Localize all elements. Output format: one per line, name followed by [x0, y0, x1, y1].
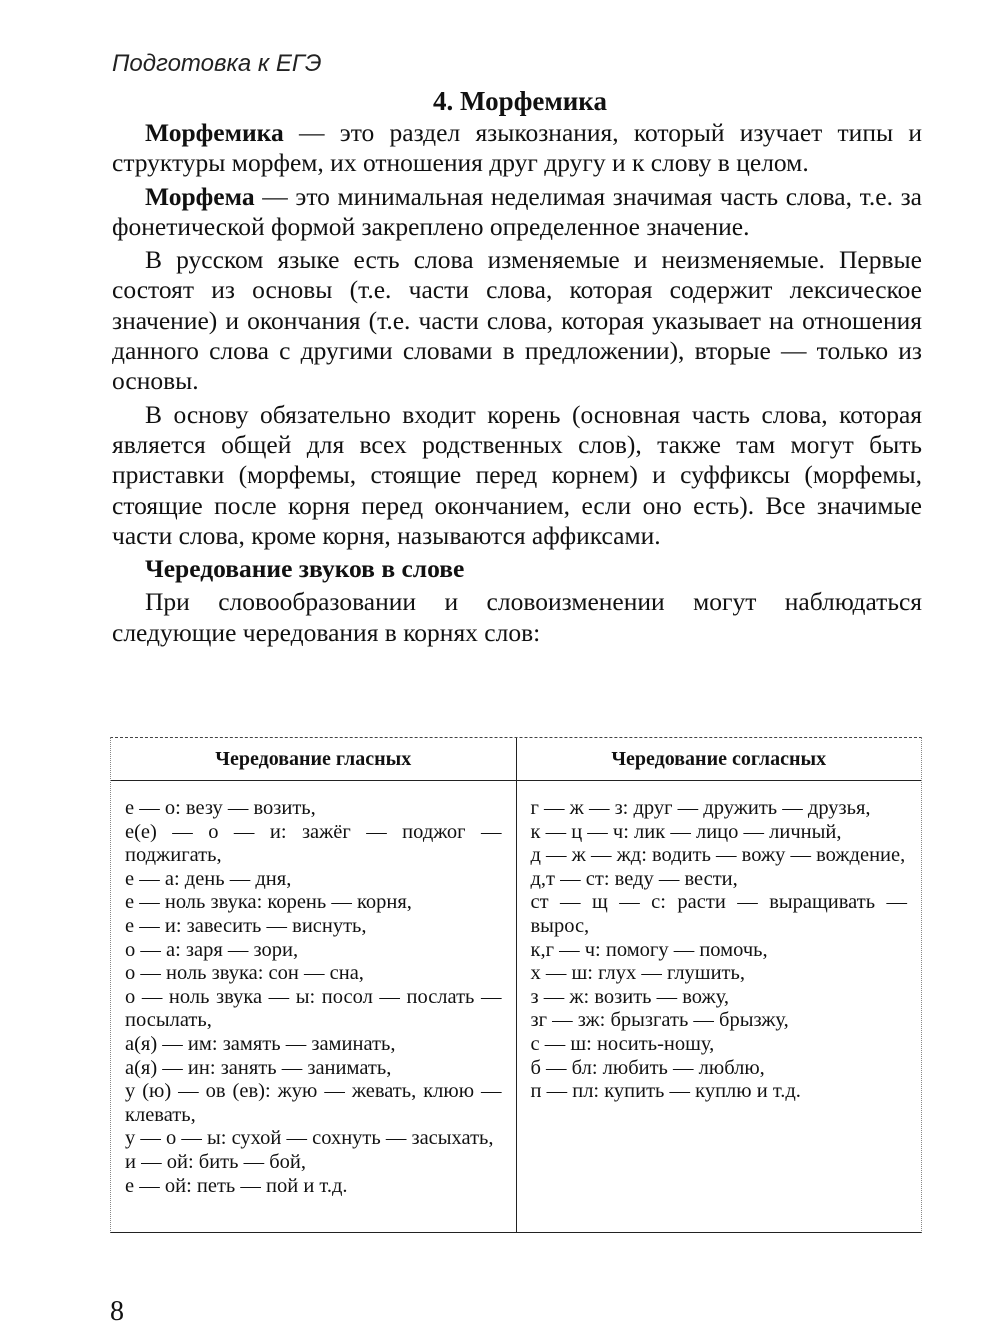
consonant-alternation: к,г — ч: помогу — помочь,	[530, 938, 768, 961]
header-vowels: Чередование гласных	[111, 738, 516, 781]
alternations-table	[110, 737, 922, 1233]
vowel-alternation: у — о — ы: сухой — сохнуть — засыхать,	[125, 1127, 494, 1150]
vowel-alternation: о — а: заря — зори,	[125, 938, 299, 961]
vowel-alternation: е — о: везу — возить,	[125, 797, 316, 819]
vowel-alternation: у (ю) — ов (ев): жую — жевать, клюю — клевать,	[125, 1080, 502, 1126]
paragraph-morpheme	[112, 182, 922, 243]
consonant-alternation: д — ж — жд: водить — вожу — вождение,	[530, 844, 906, 867]
vowel-alternation: и — ой: бить — бой,	[125, 1150, 306, 1173]
paragraph-text: — это минимальная неделимая значимая часть слова, т.е. за фонетической формой закреплено определенное значение.	[112, 181, 922, 241]
body-text	[112, 118, 922, 648]
vowel-alternation: е — ой: петь — пой и т.д.	[125, 1174, 348, 1197]
consonant-alternation: д,т — ст: веду — вести,	[530, 867, 738, 890]
term-morpheme: Морфема	[145, 181, 255, 211]
vowel-alternation: о — ноль звука: сон — сна,	[125, 962, 364, 985]
section-intro: При словообразовании и словоизменении могут наблюдаться следующие чередования в корнях слов:	[112, 587, 922, 647]
term-morphemics: Морфемика	[145, 118, 284, 147]
vowel-alternation: е — а: день — дня,	[125, 867, 292, 890]
consonant-alternation: х — ш: глух — глушить,	[530, 962, 745, 985]
vowel-alternation: е — ноль звука: корень — корня,	[125, 891, 412, 914]
header-consonants: Чередование согласных	[516, 738, 921, 781]
vowel-alternation: а(я) — ин: занять — занимать,	[125, 1056, 392, 1079]
paragraph-text: — это раздел языкознания, который изучает типы и структуры морфем, их отношения друг другу и к слову в целом.	[112, 118, 922, 178]
section-heading: Чередование звуков в слове	[145, 554, 465, 584]
paragraph-morphemics	[112, 118, 922, 179]
consonants-column	[516, 781, 921, 1233]
chapter-title: 4. Морфемика	[433, 86, 607, 116]
consonant-alternation: к — ц — ч: лик — лицо — личный,	[530, 820, 842, 843]
consonant-alternation: г — ж — з: друг — дружить — друзья,	[530, 797, 871, 819]
consonant-alternation: з — ж: возить — вожу,	[530, 985, 730, 1008]
vowel-alternation: е(е) — о — и: зажёг — поджог — поджигать,	[125, 820, 502, 867]
vowels-column	[111, 781, 516, 1233]
consonant-alternation: б — бл: любить — люблю,	[530, 1056, 765, 1079]
consonant-alternation: ст — щ — с: расти — выращивать — вырос,	[530, 891, 907, 937]
consonant-alternation: с — ш: носить-ношу,	[530, 1032, 715, 1055]
vowel-alternation: а(я) — им: замять — заминать,	[125, 1032, 396, 1055]
consonant-alternation: зг — зж: брызгать — брызжу,	[530, 1009, 789, 1032]
paragraph-stem: В основу обязательно входит корень (основная часть слова, которая является общей для всех родственных слов), также там могут быть приставки (морфемы, стоящие перед корнем) и суффиксы (морфемы, стоящие после корня перед окончанием, если оно есть). Все значимые части слова, кроме корня, называются аффиксами.	[112, 399, 922, 550]
vowel-alternation: е — и: завесить — виснуть,	[125, 914, 367, 937]
consonant-alternation: п — пл: купить — куплю и т.д.	[530, 1080, 801, 1103]
paragraph-word-structure: В русском языке есть слова изменяемые и неизменяемые. Первые состоят из основы (т.е. части слова, которая содержит лексическое значение) и окончания (т.е. части слова, которая указывает на отношения данного слова с другими словами в предложении), вторые — только из основы.	[112, 245, 922, 396]
running-head: Подготовка к ЕГЭ	[112, 50, 322, 77]
vowel-alternation: о — ноль звука — ы: посол — послать — посылать,	[125, 985, 502, 1032]
page-number: 8	[110, 1296, 124, 1327]
